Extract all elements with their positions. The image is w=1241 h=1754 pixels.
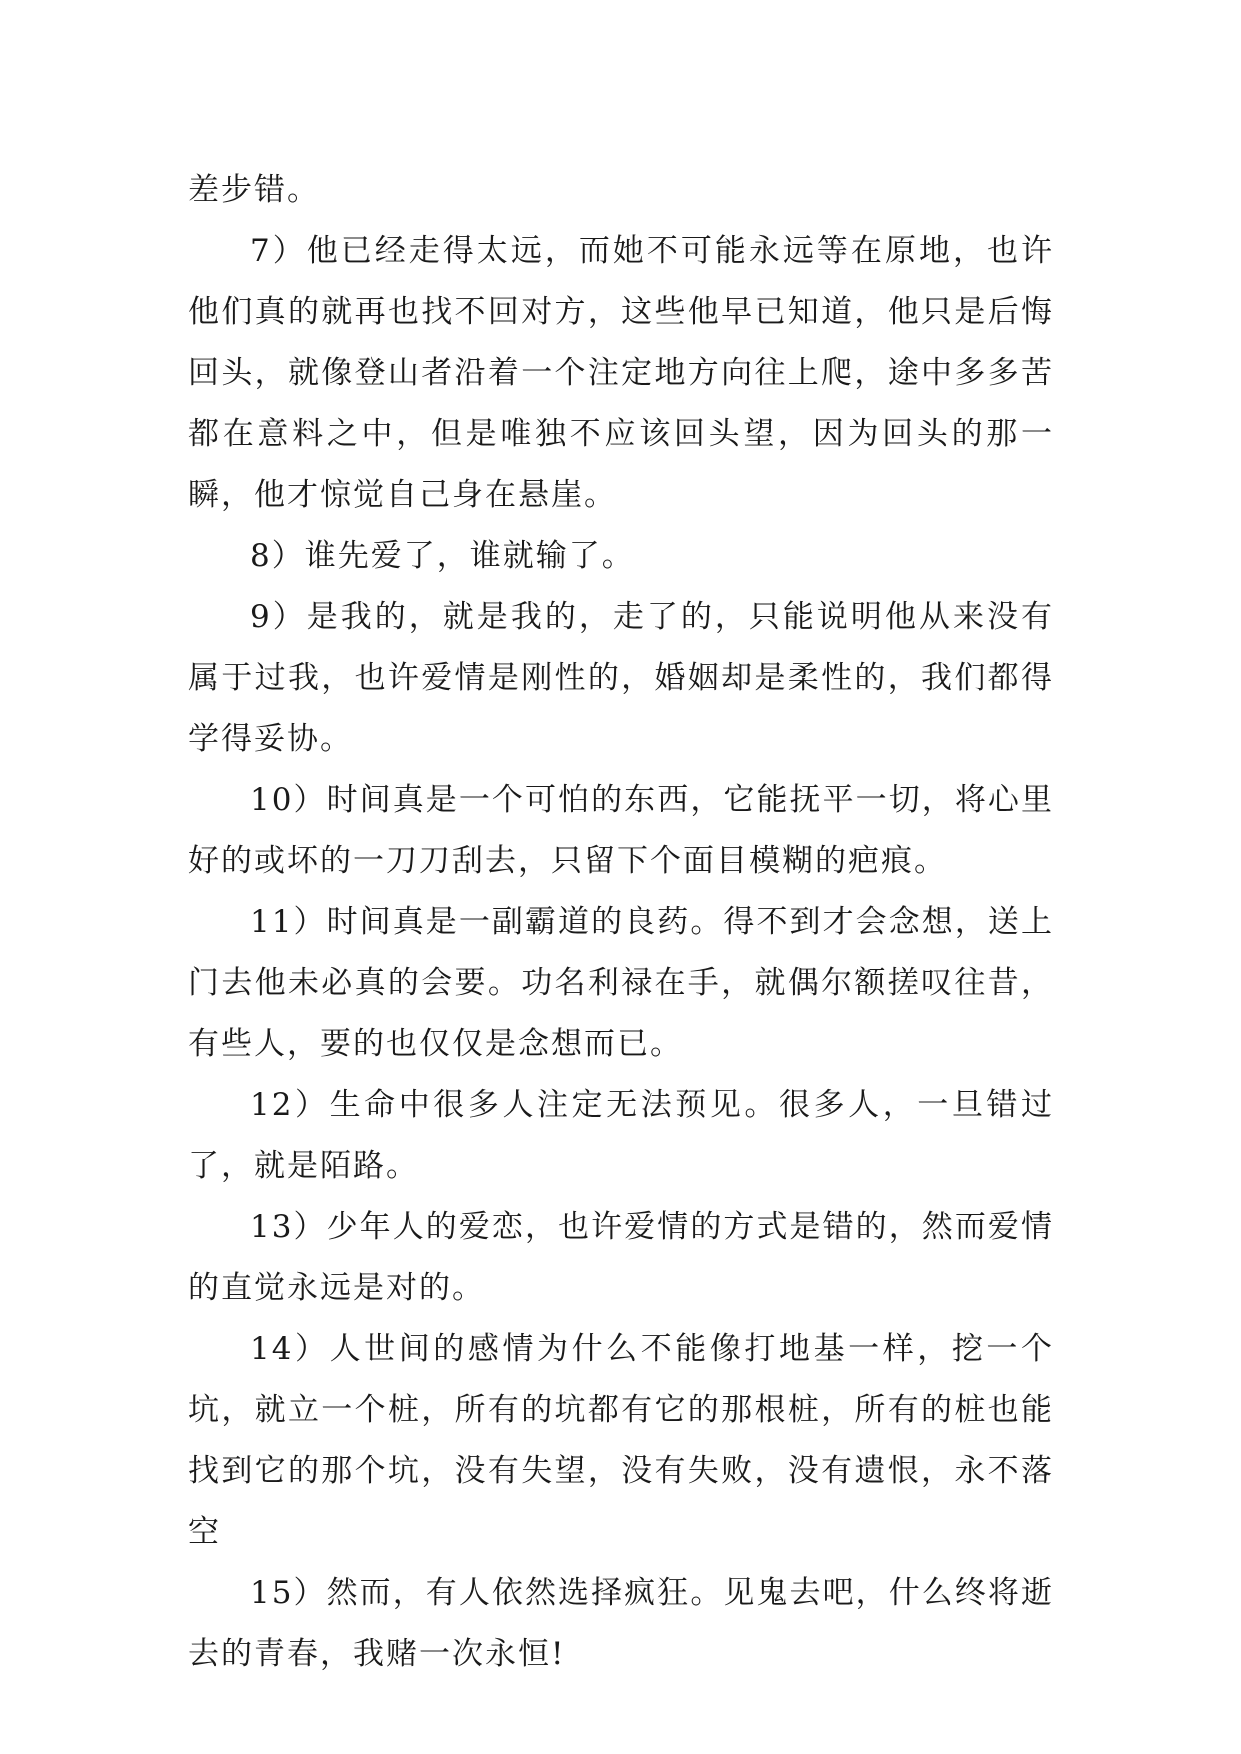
paragraph-13: 13）少年人的爱恋，也许爱情的方式是错的，然而爱情的直觉永远是对的。 [188,1209,1054,1306]
paragraph-continuation: 差步错。 [188,172,320,208]
document-body [188,160,1054,1685]
paragraph-7: 7）他已经走得太远，而她不可能永远等在原地，也许他们真的就再也找不回对方，这些他早已知道，他只是后悔回头，就像登山者沿着一个注定地方向往上爬，途中多多苦都在意料之中，但是唯独不应该回头望，因为回头的那一瞬，他才惊觉自己身在悬崖。 [188,233,1054,513]
paragraph-9: 9）是我的，就是我的，走了的，只能说明他从来没有属于过我，也许爱情是刚性的，婚姻却是柔性的，我们都得学得妥协。 [188,599,1054,757]
paragraph-14: 14）人世间的感情为什么不能像打地基一样，挖一个坑，就立一个桩，所有的坑都有它的那根桩，所有的桩也能找到它的那个坑，没有失望，没有失败，没有遗恨，永不落空 [188,1331,1054,1550]
paragraph-10: 10）时间真是一个可怕的东西，它能抚平一切，将心里好的或坏的一刀刀刮去，只留下个面目模糊的疤痕。 [188,782,1054,879]
paragraph-12: 12）生命中很多人注定无法预见。很多人，一旦错过了，就是陌路。 [188,1087,1054,1184]
paragraph-11: 11）时间真是一副霸道的良药。得不到才会念想，送上门去他未必真的会要。功名利禄在手，就偶尔额搓叹往昔，有些人，要的也仅仅是念想而已。 [188,904,1054,1062]
paragraph-8: 8）谁先爱了，谁就输了。 [250,538,635,574]
paragraph-15: 15）然而，有人依然选择疯狂。见鬼去吧，什么终将逝去的青春，我赌一次永恒! [188,1575,1054,1672]
